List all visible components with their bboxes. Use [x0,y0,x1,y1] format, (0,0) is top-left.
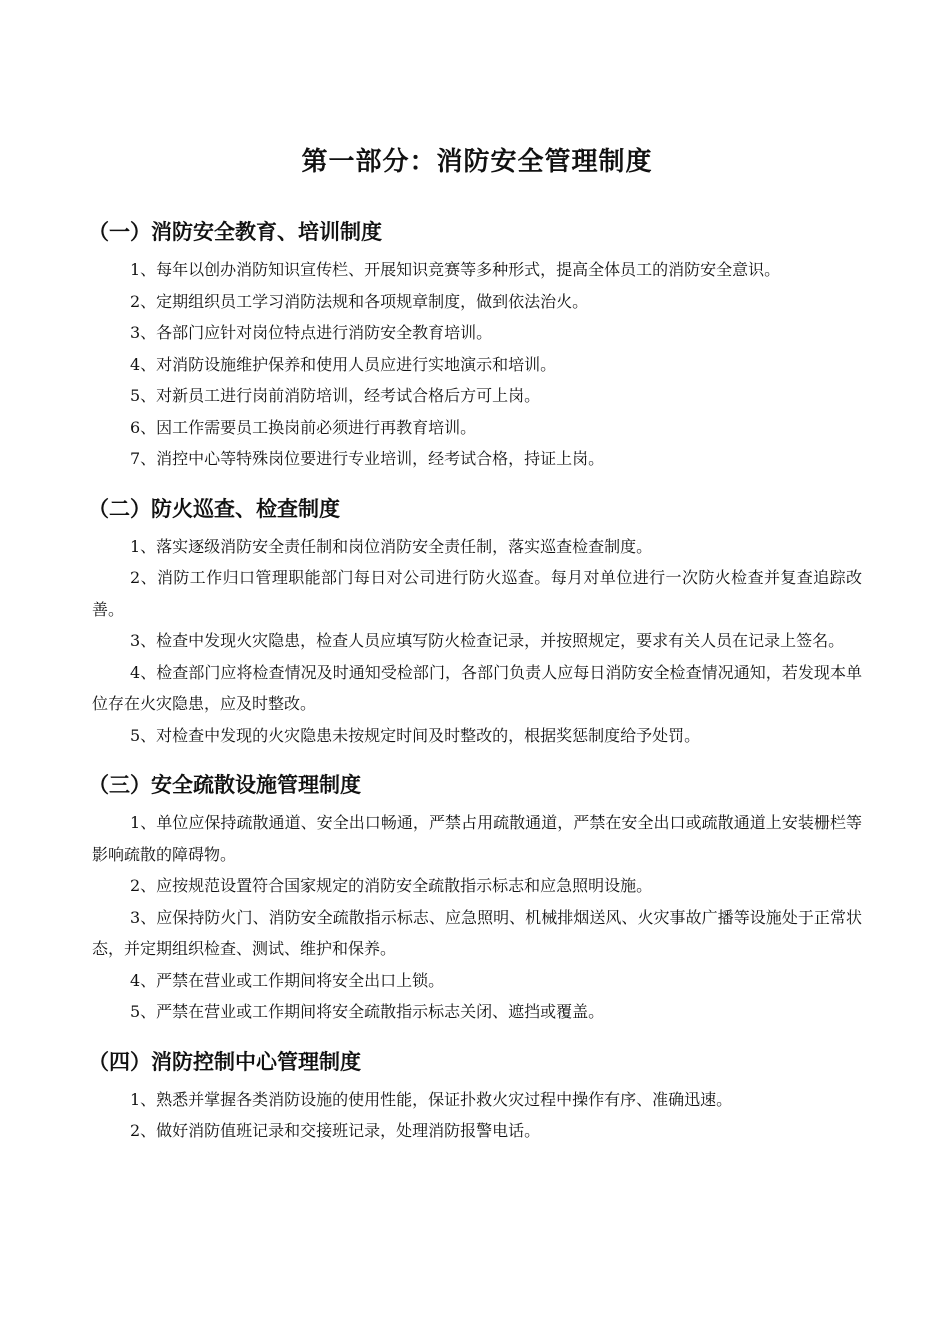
section-heading: （二）防火巡查、检查制度 [88,496,340,521]
section-heading: （三）安全疏散设施管理制度 [88,773,361,797]
list-item: 4、检查部门应将检查情况及时通知受检部门，各部门负责人应每日消防安全检查情况通知，若发现本单位存在火灾隐患，应及时整改。 [92,662,862,713]
list-item: 5、对检查中发现的火灾隐患未按规定时间及时整改的，根据奖惩制度给予处罚。 [130,725,701,745]
list-item: 2、做好消防值班记录和交接班记录，处理消防报警电话。 [130,1121,541,1140]
list-item: 2、定期组织员工学习消防法规和各项规章制度，做到依法治火。 [130,291,589,311]
document-page [88,140,862,1147]
list-item: 2、消防工作归口管理职能部门每日对公司进行防火巡查。每月对单位进行一次防火检查并复查追踪改善。 [92,568,862,619]
section-evacuation-facilities [88,767,862,1028]
list-item: 4、严禁在营业或工作期间将安全出口上锁。 [130,970,445,990]
section-education-training [88,214,862,475]
list-item: 1、每年以创办消防知识宣传栏、开展知识竞赛等多种形式，提高全体员工的消防安全意识。 [130,260,781,279]
list-item: 6、因工作需要员工换岗前必须进行再教育培训。 [130,417,477,437]
list-item: 7、消控中心等特殊岗位要进行专业培训，经考试合格，持证上岗。 [130,449,605,468]
list-item: 3、检查中发现火灾隐患，检查人员应填写防火检查记录，并按照规定，要求有关人员在记录上签名。 [130,631,845,650]
list-item: 3、应保持防火门、消防安全疏散指示标志、应急照明、机械排烟送风、火灾事故广播等设施处于正常状态，并定期组织检查、测试、维护和保养。 [92,907,862,958]
list-item: 1、熟悉并掌握各类消防设施的使用性能，保证扑救火灾过程中操作有序、准确迅速。 [130,1089,733,1109]
section-fire-inspection [88,491,862,752]
list-item: 1、落实逐级消防安全责任制和岗位消防安全责任制，落实巡查检查制度。 [130,536,653,556]
list-item: 3、各部门应针对岗位特点进行消防安全教育培训。 [130,323,493,342]
section-fire-control-center [88,1044,862,1147]
list-item: 4、对消防设施维护保养和使用人员应进行实地演示和培训。 [130,354,557,374]
list-item: 5、对新员工进行岗前消防培训，经考试合格后方可上岗。 [130,386,541,405]
section-heading: （一）消防安全教育、培训制度 [88,220,382,244]
section-heading: （四）消防控制中心管理制度 [88,1049,361,1074]
list-item: 2、应按规范设置符合国家规定的消防安全疏散指示标志和应急照明设施。 [130,876,653,895]
page-title: 第一部分：消防安全管理制度 [301,147,653,177]
list-item: 1、单位应保持疏散通道、安全出口畅通，严禁占用疏散通道，严禁在安全出口或疏散通道上安装栅栏等影响疏散的障碍物。 [92,813,862,864]
list-item: 5、严禁在营业或工作期间将安全疏散指示标志关闭、遮挡或覆盖。 [130,1002,605,1021]
